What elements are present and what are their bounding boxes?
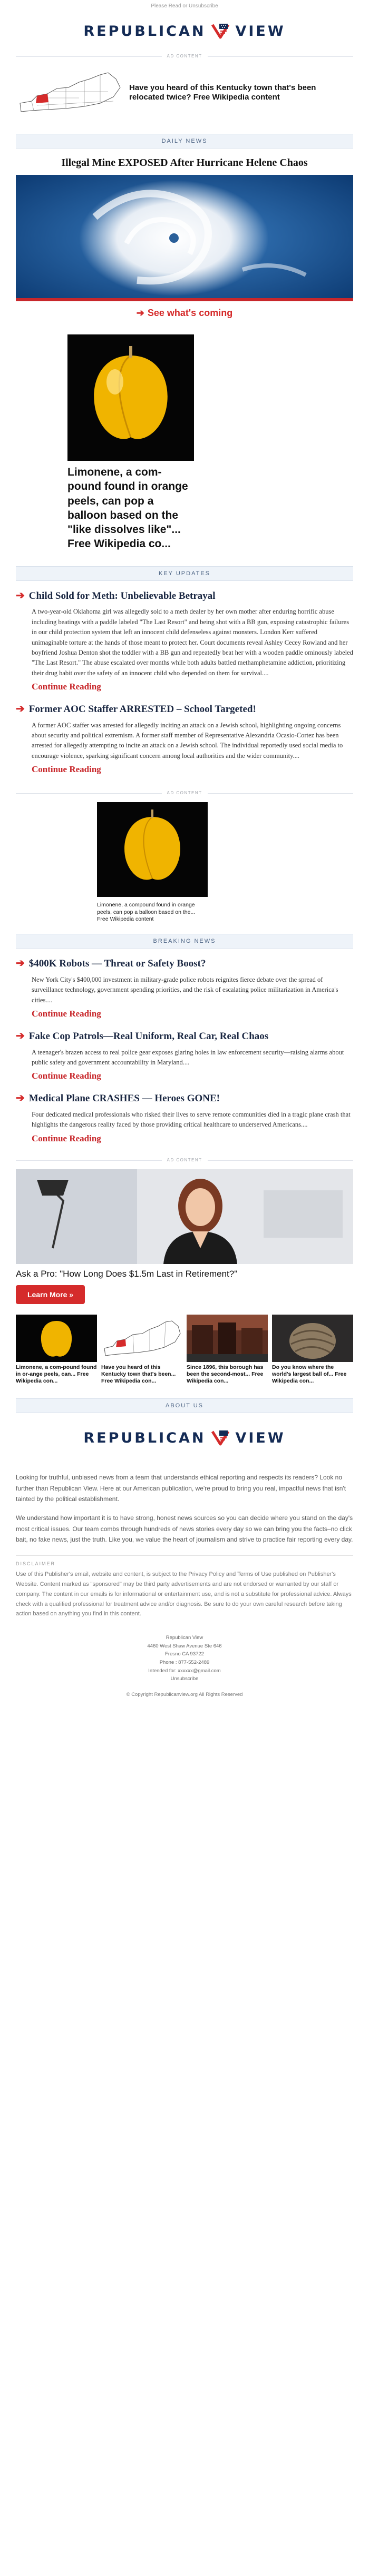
- kentucky-map-image: [101, 1315, 182, 1362]
- flag-logo-icon: [211, 1428, 230, 1447]
- footer-address-line: 4460 West Shaw Avenue Ste 646: [147, 1643, 222, 1649]
- brand-name-left: REPUBLICAN: [83, 1429, 206, 1446]
- hero-cta[interactable]: [0, 308, 369, 319]
- brand-name-right: VIEW: [235, 23, 286, 40]
- disclaimer: [16, 1555, 353, 1618]
- article-title[interactable]: Fake Cop Patrols—Real Uniform, Real Car, Real Chaos: [28, 1030, 269, 1042]
- grid-ad-caption: Limonene, a com-pound found in or-ange peels, can... Free Wikipedia con...: [16, 1364, 97, 1384]
- mini-ad[interactable]: [97, 802, 208, 923]
- kentucky-map-image: [16, 66, 124, 119]
- top-ad-text: Have you heard of this Kentucky town that's been relocated twice? Free Wikipedia content: [129, 83, 316, 102]
- article: [16, 703, 353, 775]
- article-title[interactable]: $400K Robots — Threat or Safety Boost?: [28, 958, 206, 970]
- hero-cta-label: See what's coming: [147, 308, 233, 318]
- about-paragraph: Looking for truthful, unbiased news from a team that understands ethical reporting and respects its readers? Look no further than Republican View. Here at our American publication, we're proud to bring you real, impactful news that isn't tainted by the political establishment.: [16, 1474, 346, 1503]
- brand-logo[interactable]: [0, 12, 369, 51]
- mini-ad-caption: Limonene, a compound found in orange peels, can pop a balloon based on the... Free Wikipedia content: [97, 902, 196, 923]
- article: [16, 1092, 353, 1143]
- article-title[interactable]: Former AOC Staffer ARRESTED – School Targeted!: [28, 704, 256, 715]
- article-body: Four dedicated medical professionals who risked their lives to serve remote communities died in a tragic plane crash that highlights the dangerous reality faced by those providing critical healthcare to underserved Americans....: [32, 1110, 351, 1129]
- article: [16, 957, 353, 1019]
- grid-ad-caption: Have you heard of this Kentucky town that's been... Free Wikipedia con...: [101, 1364, 176, 1384]
- ad-label: AD CONTENT: [0, 51, 369, 63]
- arrow-right-icon: ➔: [136, 308, 144, 318]
- brand-name-right: VIEW: [235, 1429, 286, 1446]
- arrow-right-icon: ➔: [16, 703, 25, 715]
- about-paragraph: We understand how important it is to have strong, honest news sources so you can decide where you stand on the day's most critical issues. Our team combs through hundreds of news stories every day so we can bring you the facts–no click bait, no fake news, just the truth. Like you, we value the heart of journalism and strive to practice fair reporting every day.: [16, 1514, 353, 1544]
- disclaimer-body: Use of this Publisher's email, website and content, is subject to the Privacy Policy and Terms of Use published on Publisher's Website. Content marked as "sponsored" may be third party advertisements and are not endorsed or warranted by our staff or company. The content in our emails is for informational or entertainment use, and is not a substitute for professional advice. Always check with a qualified professional for treatment advice and/or diagnosis. Be sure to do your own careful research before taking action based on anything you find in this content.: [16, 1571, 352, 1617]
- daily-news-heading: DAILY NEWS: [16, 134, 353, 149]
- advisor-portrait-image: [16, 1169, 353, 1264]
- arrow-right-icon: ➔: [16, 1030, 25, 1042]
- borough-photo-image: [187, 1315, 268, 1362]
- top-ad[interactable]: [16, 66, 353, 119]
- article-title[interactable]: Child Sold for Meth: Unbelievable Betrayal: [28, 590, 216, 601]
- article-body: A former AOC staffer was arrested for allegedly inciting an attack on a Jewish school, highlighting ongoing concerns about security and political extremism. A former staff member of Representative Alexandria Ocasio-Cortez has been arrested for allegedly attempting to incite an attack on a Jewish school. The individual reportedly used social media to encourage violence, sparking significant concern among local authorities and the wider community....: [32, 721, 343, 759]
- breaking-news-heading: BREAKING NEWS: [16, 934, 353, 949]
- footer-phone: Phone : 877-552-2489: [159, 1659, 210, 1665]
- arrow-right-icon: ➔: [16, 589, 25, 601]
- grid-ad[interactable]: [16, 1315, 97, 1385]
- ball-of-twine-image: [272, 1315, 353, 1362]
- orange-balloon-image: [97, 802, 208, 897]
- retirement-ad-question: Ask a Pro: "How Long Does $1.5m Last in Retirement?": [16, 1268, 238, 1279]
- preheader-link[interactable]: Please Read or Unsubscribe: [151, 3, 218, 9]
- hurricane-satellite-image[interactable]: [16, 175, 353, 301]
- continue-reading-link[interactable]: Continue Reading: [32, 1133, 101, 1143]
- grid-ad[interactable]: [272, 1315, 353, 1385]
- grid-ad[interactable]: [101, 1315, 182, 1385]
- orange-balloon-image: [67, 334, 194, 461]
- key-updates-heading: KEY UPDATES: [16, 566, 353, 581]
- brand-logo[interactable]: [0, 1418, 369, 1457]
- hero-headline[interactable]: Illegal Mine EXPOSED After Hurricane Helene Chaos: [61, 157, 308, 169]
- footer-address-line: Fresno CA 93722: [165, 1651, 204, 1657]
- native-ad-title: Limonene, a com-pound found in orange peels, can pop a balloon based on the "like dissolves like"... Free Wikipedia co...: [67, 466, 188, 550]
- copyright: © Copyright Republicanview.org All Rights Reserved: [126, 1691, 243, 1697]
- unsubscribe-link[interactable]: Unsubscribe: [170, 1676, 199, 1682]
- continue-reading-link[interactable]: Continue Reading: [32, 1008, 101, 1019]
- arrow-right-icon: ➔: [16, 1092, 25, 1104]
- retirement-ad[interactable]: [16, 1169, 353, 1304]
- footer-address: [0, 1634, 369, 1683]
- native-ad[interactable]: [67, 334, 194, 551]
- grid-ad-caption: Since 1896, this borough has been the second-most... Free Wikipedia con...: [187, 1364, 264, 1384]
- article: [16, 589, 353, 692]
- sponsored-grid: [16, 1315, 353, 1385]
- learn-more-button[interactable]: Learn More »: [16, 1285, 85, 1304]
- article-body: New York City's $400,000 investment in military-grade police robots reignites fierce debate over the spread of surveillance technology, government spending priorities, and the risk of escalating police militarization in America's cities....: [32, 975, 338, 1004]
- orange-balloon-image: [16, 1315, 97, 1362]
- preheader: [0, 0, 369, 12]
- footer-intended: Intended for: xxxxxx@gmail.com: [148, 1667, 221, 1674]
- article: [16, 1030, 353, 1081]
- brand-name-left: REPUBLICAN: [83, 23, 206, 40]
- about-heading: ABOUT US: [16, 1398, 353, 1413]
- arrow-right-icon: ➔: [16, 958, 25, 970]
- ad-label: AD CONTENT: [0, 787, 369, 800]
- article-title[interactable]: Medical Plane CRASHES — Heroes GONE!: [28, 1093, 220, 1104]
- article-body: A two-year-old Oklahoma girl was allegedly sold to a meth dealer by her own mother after enduring horrific abuse including beatings with a paddle labeled "The Last Resort" and being shot with a BB gun, exposing catastrophic failures in our child protection system that left an innocent child defenseless against monsters. London Kerr suffered unimaginable torture at the hands of those meant to protect her. Court documents reveal Ashley Cecey Rowland and her boyfriend Joshua Denton shot the toddler with a BB gun and repeatedly beat her with a wooden paddle ominously labeled "The Last Resort." The abuse escalated over months while both adults battled methamphetamine addiction, prioritizing their drug habit over the safety of an innocent child who depended on them for survival....: [32, 608, 353, 677]
- continue-reading-link[interactable]: Continue Reading: [32, 1071, 101, 1081]
- continue-reading-link[interactable]: Continue Reading: [32, 764, 101, 775]
- grid-ad-caption: Do you know where the world's largest ball of... Free Wikipedia con...: [272, 1364, 347, 1384]
- ad-label: AD CONTENT: [0, 1154, 369, 1167]
- about-text: [16, 1472, 353, 1545]
- grid-ad[interactable]: [187, 1315, 268, 1385]
- disclaimer-heading: DISCLAIMER: [16, 1561, 56, 1567]
- article-body: A teenager's brazen access to real police gear exposes glaring holes in law enforcement security—raising alarms about public safety and government accountability in Maryland....: [32, 1048, 344, 1066]
- continue-reading-link[interactable]: Continue Reading: [32, 682, 101, 692]
- flag-logo-icon: [211, 22, 230, 41]
- footer-name: Republican View: [166, 1634, 203, 1641]
